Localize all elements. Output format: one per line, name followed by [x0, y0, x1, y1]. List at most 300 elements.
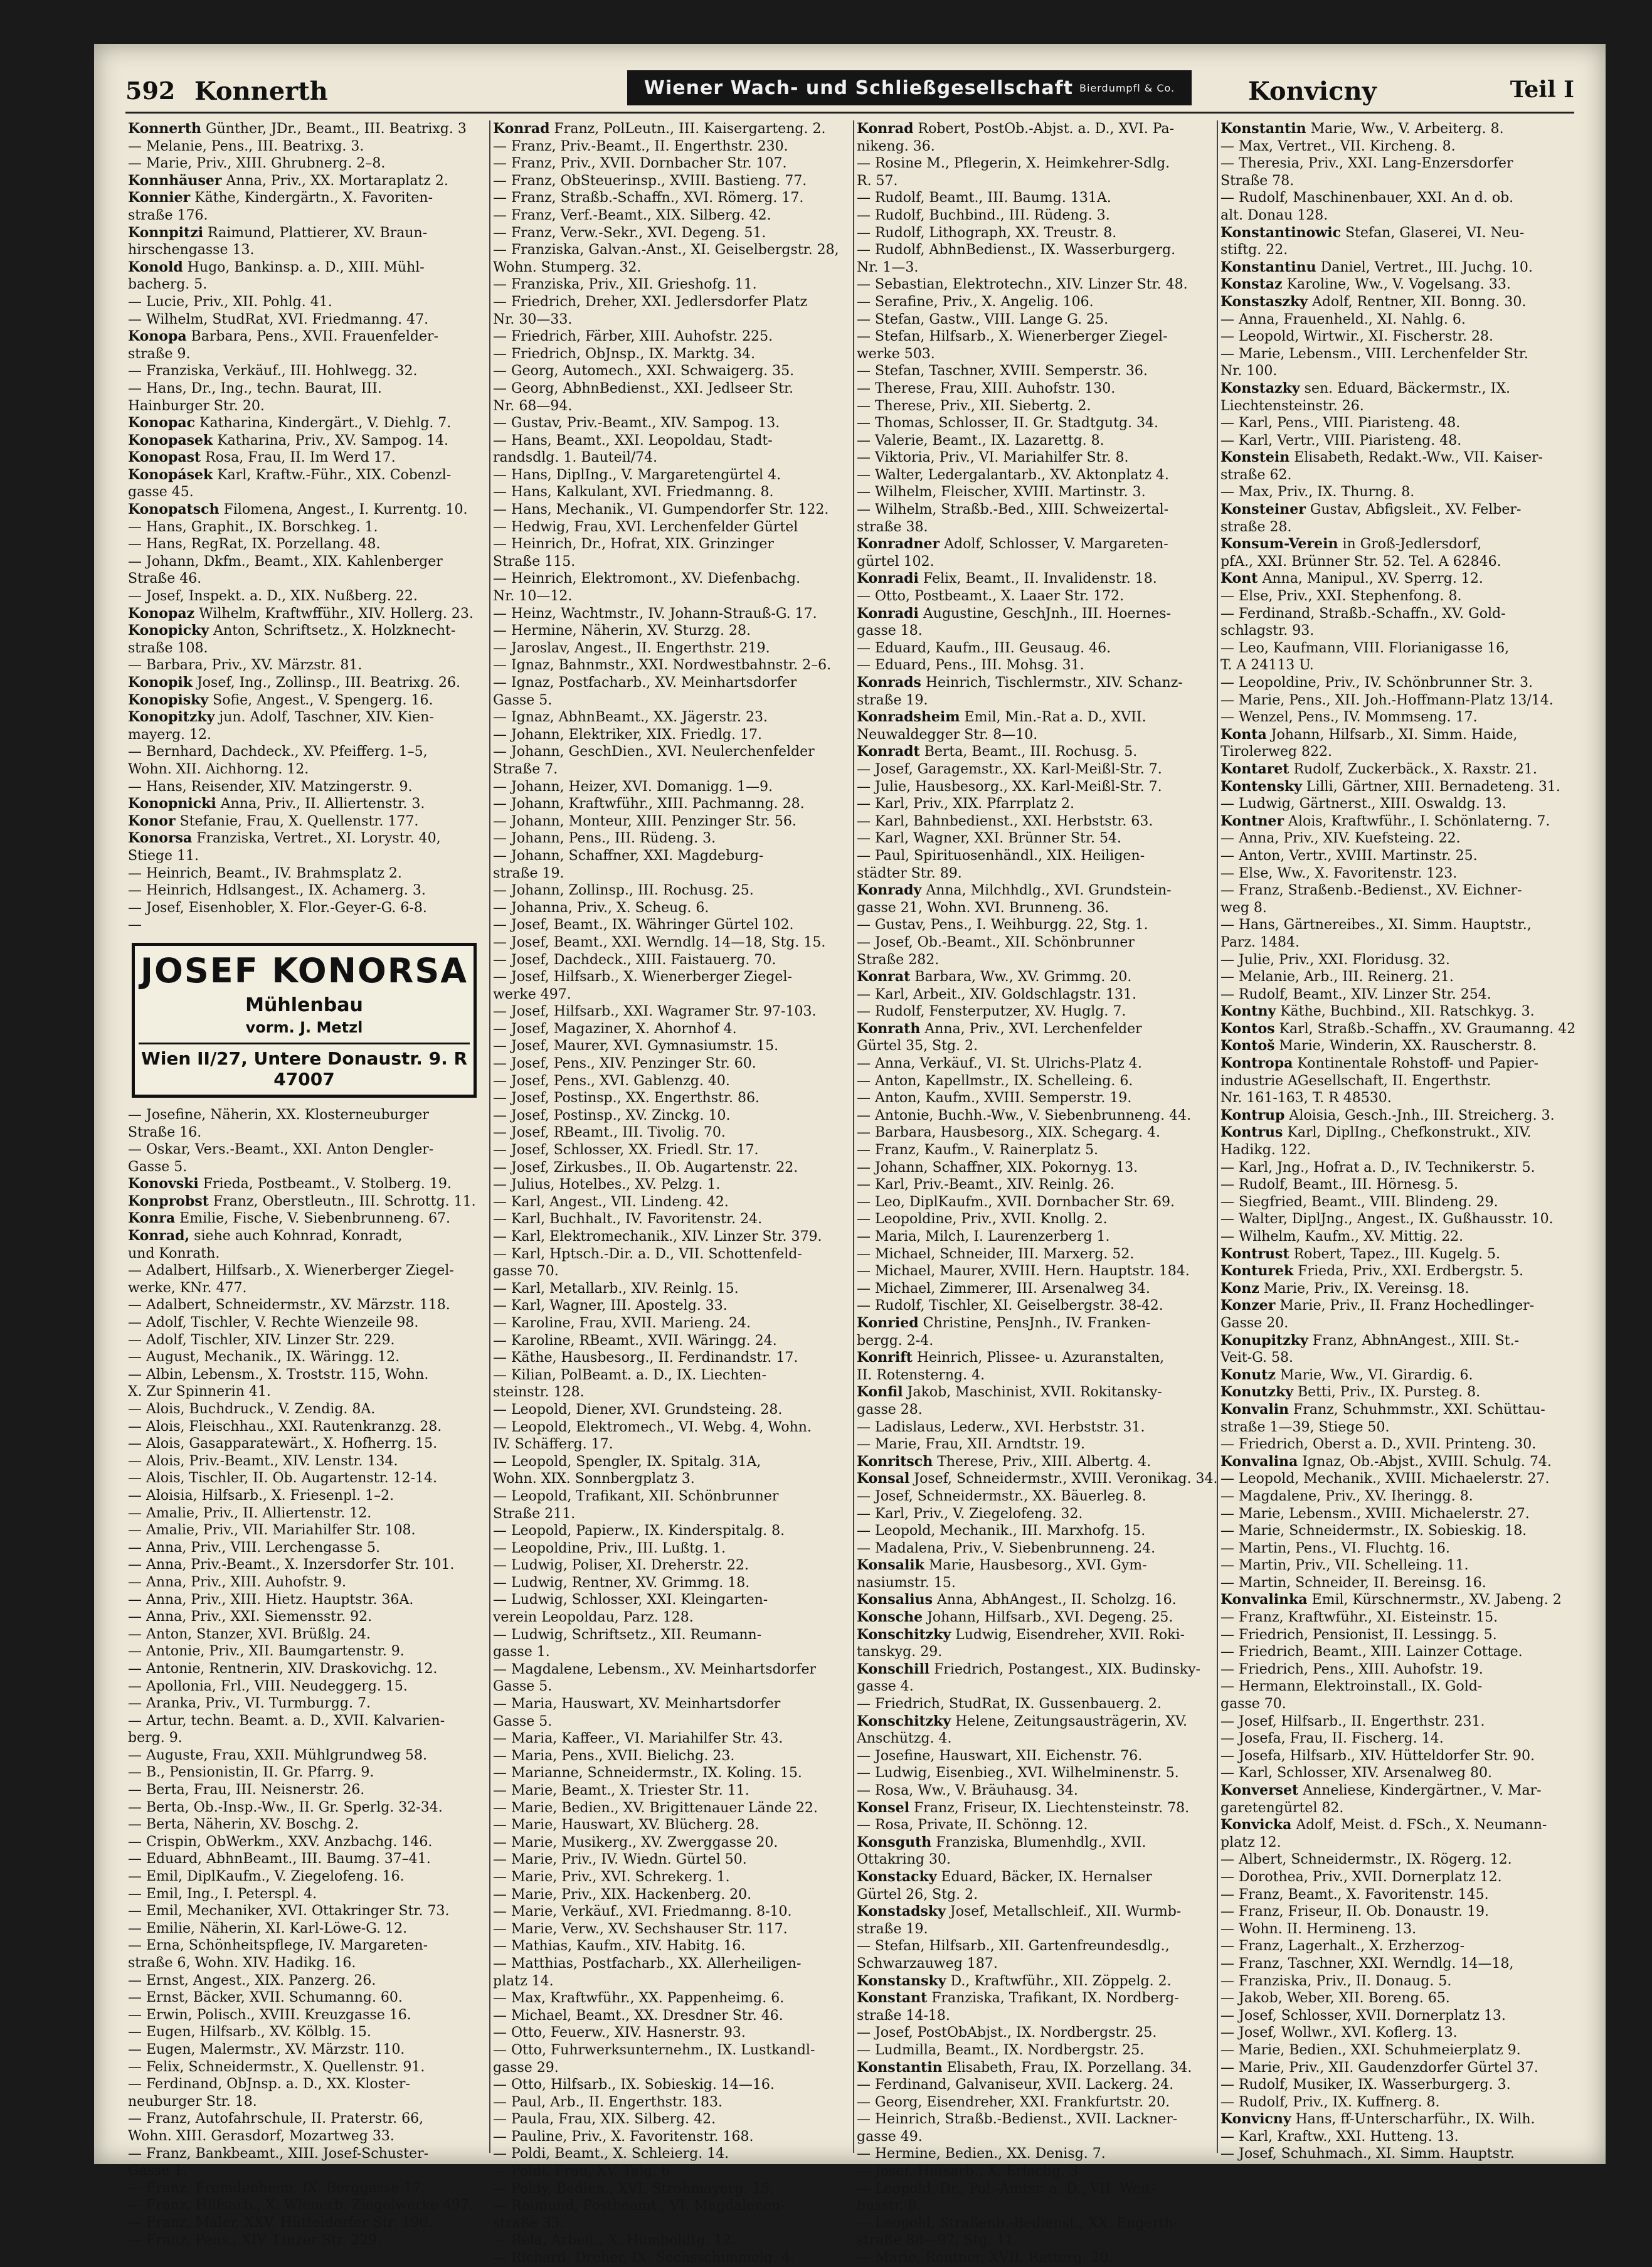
- directory-entry: — Josef, Pens., XVI. Gablenzg. 40.: [493, 1073, 730, 1089]
- directory-entry: Wohn. Stumperg. 32.: [493, 259, 642, 275]
- directory-entry: — Franziska, Priv., II. Donaug. 5.: [1220, 1973, 1452, 1989]
- directory-entry: Konopisky Sofie, Angest., V. Spengerg. 16.: [128, 691, 433, 708]
- directory-entry: R. 57.: [857, 173, 898, 189]
- directory-entry: Konstant Franziska, Trafikant, IX. Nordberg-: [857, 1990, 1179, 2007]
- directory-entry: Konschill Friedrich, Postangest., XIX. Budinsky-: [857, 1660, 1200, 1677]
- directory-entry: — Anna, Priv., XIV. Kuefsteing. 22.: [1220, 831, 1461, 847]
- directory-entry: — Franz, Kaufm., V. Rainerplatz 5.: [857, 1142, 1098, 1159]
- directory-entry: — Marie, Priv., XVI. Schrekerg. 1.: [493, 1869, 730, 1885]
- column-4: [1217, 120, 1576, 2162]
- directory-entry: hirschengasse 13.: [128, 242, 255, 258]
- directory-entry: — Wilhelm, StudRat, XVI. Friedmanng. 47.: [128, 311, 429, 327]
- directory-entry: — Franziska, Galvan.-Anst., XI. Geiselbergstr. 28,: [493, 242, 839, 258]
- directory-entry: — Josef, Zirkusbes., II. Ob. Augartenstr. 22.: [493, 1159, 798, 1176]
- directory-entry: Kontner Alois, Kraftwführ., I. Schönlaterng. 7.: [1220, 812, 1550, 829]
- directory-entry: — B., Pensionistin, II. Gr. Pfarrg. 9.: [128, 1765, 374, 1781]
- directory-entry: — Josef, Schlosser, XX. Friedl. Str. 17.: [493, 1142, 759, 1159]
- directory-entry: gasse 4.: [857, 1679, 914, 1695]
- directory-entry: — Heinrich, Beamt., IV. Brahmsplatz 2.: [128, 865, 402, 881]
- directory-entry: Konstaszky Adolf, Rentner, XII. Bonng. 30.: [1220, 293, 1527, 310]
- directory-entry: Konopac Katharina, Kindergärt., V. Diehlg. 7.: [128, 415, 452, 432]
- directory-entry: — Erna, Schönheitspflege, IV. Margareten-: [128, 1938, 428, 1954]
- directory-entry: Anschützg. 4.: [857, 1731, 952, 1747]
- directory-entry: — Rudolf, Maschinenbauer, XXI. An d. ob.: [1220, 190, 1514, 206]
- directory-entry: — Michael, Maurer, XVIII. Hern. Hauptstr. 184.: [857, 1263, 1190, 1280]
- directory-entry: — Heinrich, Dr., Hofrat, XIX. Grinzinger: [493, 536, 774, 553]
- directory-entry: — Stefan, Taschner, XVIII. Semperstr. 36.: [857, 363, 1148, 380]
- directory-entry: — Hans, RegRat, IX. Porzellang. 48.: [128, 536, 381, 553]
- directory-entry: — Karl, Metallarb., XIV. Reinlg. 15.: [493, 1280, 739, 1297]
- directory-entry: Konstantin Elisabeth, Frau, IX. Porzellang. 34.: [857, 2059, 1192, 2076]
- directory-entry: bacherg. 5.: [128, 277, 208, 293]
- directory-entry: — Matthias, Postfacharb., XX. Allerheiligen-: [493, 1955, 802, 1972]
- directory-entry: — Hans, Graphit., IX. Borschkeg. 1.: [128, 519, 378, 535]
- directory-entry: gasse 21, Wohn. XVI. Brunneng. 36.: [857, 900, 1109, 916]
- directory-entry: — Leo, DiplKaufm., XVII. Dornbacher Str. 69.: [857, 1194, 1175, 1210]
- directory-entry: — Magdalene, Priv., XV. Iheringg. 8.: [1220, 1488, 1473, 1504]
- directory-entry: — Josefa, Hilfsarb., XIV. Hütteldorfer Str. 90.: [1220, 1748, 1535, 1764]
- directory-entry: Ottakring 30.: [857, 1852, 951, 1868]
- directory-entry: — Karl, Hptsch.-Dir. a. D., VII. Schottenfeld-: [493, 1246, 802, 1262]
- directory-entry: — Anna, Priv., XIII. Auhofstr. 9.: [128, 1574, 347, 1590]
- directory-entry: Konopasek Katharina, Priv., XV. Sampog. 14.: [128, 432, 449, 449]
- directory-entry: — Albin, Lebensm., X. Troststr. 115, Wohn.: [128, 1366, 429, 1383]
- directory-entry: — Anton, Vertr., XVIII. Martinstr. 25.: [1220, 847, 1478, 864]
- directory-entry: pfA., XXI. Brünner Str. 52. Tel. A 62846.: [1220, 553, 1501, 570]
- directory-entry: — Therese, Frau, XIII. Auhofstr. 130.: [857, 380, 1116, 396]
- directory-entry: Konschitzky Helene, Zeitungsausträgerin, XV.: [857, 1712, 1188, 1729]
- directory-entry: — Maria, Pens., XVII. Bielichg. 23.: [493, 1748, 735, 1764]
- directory-entry: — Julie, Priv., XXI. Floridusg. 32.: [1220, 952, 1450, 968]
- directory-entry: — Heinrich, Hdlsangest., IX. Achamerg. 3.: [128, 883, 426, 899]
- directory-entry: — Leopoldine, Priv., IV. Schönbrunner Str. 3.: [1220, 675, 1533, 691]
- directory-entry: — Alois, Buchdruck., V. Zendig. 8A.: [128, 1401, 376, 1417]
- directory-entry: — Franz, Straßenb.-Bedienst., XV. Eichner-: [1220, 883, 1522, 899]
- directory-entry: — Rosine M., Pflegerin, X. Heimkehrer-Sdlg.: [857, 156, 1170, 172]
- directory-entry: — Ludwig, Schlosser, XXI. Kleingarten-: [493, 1592, 768, 1608]
- directory-entry: — Martin, Pens., VI. Fluchtg. 16.: [1220, 1540, 1450, 1556]
- directory-entry: — Marie, Schneidermstr., IX. Sobieskig. 18.: [1220, 1523, 1527, 1539]
- directory-entry: industrie AGesellschaft, II. Engerthstr.: [1220, 1073, 1491, 1089]
- directory-entry: — Raimund, Postbeamt., VI. Magdalenen-: [493, 2198, 786, 2214]
- directory-entry: — Walter, Ledergalantarb., XV. Aktonplatz 4.: [857, 467, 1169, 483]
- directory-entry: Konold Hugo, Bankinsp. a. D., XIII. Mühl-: [128, 258, 425, 275]
- directory-entry: — Wohn. II. Hermineng. 13.: [1220, 1921, 1417, 1937]
- directory-entry: — Ferdinand, Straßb.-Schaffn., XV. Gold-: [1220, 605, 1506, 622]
- directory-entry: mayerg. 12.: [128, 726, 211, 743]
- directory-entry: — Heinrich, Straßb.-Bedienst., XVII. Lackner-: [857, 2111, 1178, 2128]
- directory-entry: — Anna, Priv., VIII. Lerchengasse 5.: [128, 1539, 381, 1556]
- directory-entry: — Dorothea, Priv., XVII. Dornerplatz 12.: [1220, 1869, 1502, 1885]
- banner-main-text: Wiener Wach- und Schließgesellschaft: [643, 77, 1073, 99]
- directory-entry: Konrad Robert, PostOb.-Abjst. a. D., XVI. Pa-: [857, 120, 1175, 137]
- directory-entry: — Ignaz, Postfacharb., XV. Meinhartsdorfer: [493, 675, 797, 691]
- directory-entry: Kontoš Marie, Winderin, XX. Rauscherstr. 8.: [1220, 1038, 1537, 1054]
- directory-entry: — Siegfried, Beamt., VIII. Blindeng. 29.: [1220, 1194, 1498, 1210]
- ad-address: Wien II/27, Untere Donaustr. 9. R 47007: [139, 1043, 470, 1090]
- directory-entry: Gasse 5.: [493, 1679, 553, 1695]
- directory-entry: — Wilhelm, Kaufm., XV. Mittig. 22.: [1220, 1229, 1464, 1245]
- directory-entry: Konrath Anna, Priv., XVI. Lerchenfelder: [857, 1020, 1142, 1037]
- directory-entry: — Viktoria, Priv., VI. Mariahilfer Str. 8.: [857, 450, 1129, 466]
- ad-formerly: vorm. J. Metzl: [245, 1018, 363, 1036]
- directory-entry: — Barbara, Hausbesorg., XIX. Schegarg. 4.: [857, 1125, 1160, 1141]
- directory-entry: — Marie, Frau, XII. Arndtstr. 19.: [857, 1436, 1085, 1453]
- directory-entry: — Martin, Priv., VII. Schelleing. 11.: [1220, 1558, 1469, 1574]
- directory-entry: — Leopoldine, Priv., XVII. Knollg. 2.: [857, 1211, 1108, 1228]
- directory-entry: Konrat Barbara, Ww., XV. Grimmg. 20.: [857, 969, 1132, 985]
- directory-entry: Konupitzky Franz, AbhnAngest., XIII. St.-: [1220, 1332, 1520, 1349]
- directory-entry: Konnier Käthe, Kindergärtn., X. Favoriten-: [128, 189, 433, 206]
- directory-entry: — Hans, Dr., Ing., techn. Baurat, III.: [128, 380, 382, 396]
- directory-entry: Konopicky Anton, Schriftsetz., X. Holzknecht-: [128, 622, 456, 639]
- directory-entry: — Wilhelm, Straßb.-Bed., XIII. Schweizertal-: [857, 502, 1169, 518]
- directory-entry: — Marie, Beamt., X. Triester Str. 11.: [493, 1783, 749, 1798]
- directory-entry: Kontny Käthe, Buchbind., XII. Ratschkyg. 3.: [1220, 1003, 1535, 1020]
- ad-company-name: JOSEF KONORSA: [140, 950, 469, 990]
- directory-entry: — Emilie, Näherin, XI. Karl-Löwe-G. 12.: [128, 1920, 408, 1936]
- directory-entry: — Anna, Verkäuf., VI. St. Ulrichs-Platz 4.: [857, 1056, 1142, 1072]
- directory-entry: — Eduard, AbhnBeamt., III. Baumg. 37–41.: [128, 1851, 431, 1867]
- directory-entry: — August, Mechanik., IX. Wäringg. 12.: [128, 1349, 400, 1366]
- directory-entry: — Rudolf, Priv., IX. Kuffnerg. 8.: [1220, 2094, 1440, 2110]
- directory-entry: — Josef, Ob.-Beamt., XII. Schönbrunner: [857, 934, 1135, 950]
- directory-entry: — Josef, Postinsp., XX. Engerthstr. 86.: [493, 1090, 760, 1107]
- directory-entry: Konstacky Eduard, Bäcker, IX. Hernalser: [857, 1868, 1152, 1885]
- directory-entry: IV. Schäfferg. 17.: [493, 1436, 613, 1453]
- directory-entry: — Antonie, Rentnerin, XIV. Draskovichg. 12.: [128, 1660, 438, 1677]
- directory-entry: verein Leopoldau, Parz. 128.: [493, 1610, 694, 1626]
- directory-entry: — Walter, DiplJng., Angest., IX. Gußhausstr. 10.: [1220, 1211, 1554, 1228]
- directory-entry: — Hedwig, Frau, XVI. Lerchenfelder Gürtel: [493, 519, 798, 535]
- directory-entry: — Ignaz, Bahnmstr., XXI. Nordwestbahnstr. 2–6.: [493, 657, 832, 674]
- directory-entry: straße 62.: [1220, 467, 1292, 483]
- banner-small-text: Bierdumpfl & Co.: [1079, 82, 1175, 94]
- page-header: [125, 68, 1574, 114]
- directory-entry: — Antonie, Buchh.-Ww., V. Siebenbrunneng. 44.: [857, 1107, 1192, 1123]
- directory-entry: — Marie, Bedien., XV. Brigittenauer Lände 22.: [493, 1800, 818, 1816]
- directory-entry: — Jakob, Weber, XII. Boreng. 65.: [1220, 1990, 1450, 2007]
- directory-entry: straße 19.: [493, 865, 564, 881]
- directory-entry: Kontrust Robert, Tapez., III. Kugelg. 5.: [1220, 1245, 1500, 1262]
- directory-entry: Neuwaldegger Str. 8—10.: [857, 726, 1038, 743]
- directory-entry: — Emil, Mechaniker, XVI. Ottakringer Str. 73.: [128, 1903, 450, 1919]
- directory-entry: Parz. 1484.: [1220, 934, 1300, 950]
- directory-entry: — Georg, Eisendreher, XXI. Frankfurtstr. 20.: [857, 2094, 1170, 2110]
- directory-entry: — Artur, techn. Beamt. a. D., XVII. Kalvarien-: [128, 1712, 445, 1729]
- directory-entry: Konritsch Therese, Priv., XIII. Albertg. 4.: [857, 1453, 1152, 1470]
- directory-entry: — Albert, Schneidermstr., IX. Rögerg. 12.: [1220, 1852, 1512, 1868]
- directory-entry: — Karl, Vertr., VIII. Piaristeng. 48.: [1220, 432, 1462, 449]
- directory-entry: Konra Emilie, Fische, V. Siebenbrunneng. 67.: [128, 1210, 451, 1227]
- left-running-head: Konnerth: [194, 77, 328, 106]
- column-1: [125, 120, 483, 2248]
- directory-entry: — Johann, Monteur, XIII. Penzinger Str. 56.: [493, 813, 797, 829]
- directory-entry: — Karl, Pens., VIII. Piaristeng. 48.: [1220, 415, 1461, 432]
- directory-entry: — Josef, Magaziner, X. Ahornhof 4.: [493, 1021, 737, 1037]
- directory-entry: Konutzky Betti, Priv., IX. Pursteg. 8.: [1220, 1384, 1481, 1401]
- directory-entry: Konopatsch Filomena, Angest., I. Kurrentg. 10.: [128, 501, 468, 518]
- directory-entry: — Josef, Hilfsarb., XXI. Wagramer Str. 97-103.: [493, 1004, 817, 1020]
- directory-entry: — Friedrich, StudRat, IX. Gussenbauerg. 2.: [857, 1696, 1162, 1712]
- directory-entry: gasse 45.: [128, 484, 194, 501]
- directory-entry: — Otto, Postbeamt., X. Laaer Str. 172.: [857, 588, 1125, 605]
- directory-entry: Nr. 10—12.: [493, 588, 573, 605]
- directory-entry: — Jaroslav, Angest., II. Engerthstr. 219.: [493, 640, 770, 656]
- directory-entry: — Adolf, Tischler, XIV. Linzer Str. 229.: [128, 1332, 395, 1348]
- directory-entry: — Johann, Schaffner, XIX. Pokornyg. 13.: [857, 1159, 1138, 1176]
- directory-entry: Wohn. XII. Aichhorng. 12.: [128, 761, 309, 777]
- directory-entry: platz 14.: [493, 1973, 554, 1989]
- directory-entry: Gasse 1.: [128, 2163, 188, 2179]
- directory-entry: — Hermine, Bedien., XX. Denisg. 7.: [857, 2146, 1106, 2162]
- directory-entry: — Franz, Verw.-Sekr., XVI. Degeng. 51.: [493, 225, 766, 241]
- directory-entry: — Franz, ObSteuerinsp., XVIII. Bastieng. 77.: [493, 173, 807, 189]
- directory-entry: — Hans, DiplIng., V. Margaretengürtel 4.: [493, 467, 781, 483]
- directory-entry: Konstantin Marie, Ww., V. Arbeiterg. 8.: [1220, 120, 1504, 137]
- directory-entry: — Franz, Straßb.-Schaffn., XVI. Römerg. 17.: [493, 190, 804, 206]
- directory-entry: Kontos Karl, Straßb.-Schaffn., XV. Graumanng. 42: [1220, 1020, 1576, 1037]
- directory-entry: — Karoline, Frau, XVII. Marieng. 24.: [493, 1315, 751, 1331]
- directory-entry: Gasse 5.: [493, 692, 553, 708]
- directory-entry: — Rela, Arbeit., X. Humboldtg. 12.: [493, 2232, 736, 2249]
- directory-entry: — Josefa, Frau, II. Fischerg. 14.: [1220, 1731, 1444, 1747]
- directory-entry: Nr. 161-163, T. R 48530.: [1220, 1090, 1392, 1107]
- directory-entry: — Leopold, Mechanik., III. Marxhofg. 15.: [857, 1523, 1146, 1539]
- directory-entry: straße 38.: [857, 519, 928, 535]
- directory-entry: — Marie, Lebensm., XVIII. Michaelerstr. 27.: [1220, 1505, 1530, 1522]
- directory-entry: — Franz, Taschner, XXI. Werndlg. 14—18,: [1220, 1955, 1514, 1972]
- directory-entry: straße 28.: [1220, 519, 1292, 535]
- right-running-head: Konvicny: [1248, 77, 1377, 106]
- directory-entry: — Johann, Heizer, XVI. Domanigg. 1—9.: [493, 778, 773, 795]
- directory-entry: Gasse 5.: [128, 1159, 188, 1175]
- directory-entry: — Hermine, Näherin, XV. Sturzg. 28.: [493, 623, 751, 639]
- directory-entry: — Poldi, Beamt., X. Schleierg. 14.: [493, 2146, 729, 2162]
- directory-entry: — Hans, Mechanik., VI. Gumpendorfer Str. 122.: [493, 502, 829, 518]
- directory-entry: Konstaz Karoline, Ww., V. Vogelsang. 33.: [1220, 276, 1511, 293]
- directory-entry: II. Rotensterng. 4.: [857, 1367, 985, 1383]
- directory-entry: — Josef, Beamt., XXI. Werndlg. 14—18, Stg. 15.: [493, 934, 826, 950]
- directory-entry: straße 108.: [128, 640, 208, 656]
- directory-entry: Konnhäuser Anna, Priv., XX. Mortaraplatz 2.: [128, 172, 448, 189]
- directory-entry: — Wilhelm, Fleischer, XVIII. Martinstr. 3.: [857, 484, 1146, 501]
- directory-entry: Konopnicki Anna, Priv., II. Alliertenstr. 3.: [128, 795, 425, 812]
- directory-entry: Tirolerweg 822.: [1220, 744, 1332, 760]
- directory-entry: — Else, Priv., XXI. Stephenfong. 8.: [1220, 588, 1462, 605]
- directory-entry: straße 9.: [128, 346, 191, 362]
- directory-entry: straße 19.: [857, 1921, 928, 1937]
- directory-entry: garetengürtel 82.: [1220, 1800, 1344, 1816]
- directory-entry: Konopitzky jun. Adolf, Taschner, XIV. Kien-: [128, 709, 434, 726]
- directory-entry: — Friedrich, Dreher, XXI. Jedlersdorfer Platz: [493, 294, 808, 310]
- directory-entry: — Friedrich, Oberst a. D., XVII. Printeng. 30.: [1220, 1436, 1537, 1453]
- directory-entry: berg. 9.: [128, 1730, 183, 1746]
- directory-entry: — Hans, Kalkulant, XVI. Friedmanng. 8.: [493, 484, 774, 501]
- directory-entry: — Rosa, Private, II. Schönng. 12.: [857, 1817, 1088, 1834]
- directory-entry: — Franziska, Priv., XII. Grieshofg. 11.: [493, 277, 757, 293]
- directory-entry: — Madalena, Priv., V. Siebenbrunneng. 24.: [857, 1540, 1156, 1556]
- directory-entry: — Friedrich, Beamt., XIII. Lainzer Cottage.: [1220, 1644, 1523, 1660]
- directory-entry: Straße 78.: [1220, 173, 1295, 189]
- directory-entry: Konsalius Anna, AbhAngest., II. Scholzg. 16.: [857, 1591, 1177, 1608]
- directory-columns: [125, 120, 1576, 2266]
- directory-entry: — Rudolf, Lithograph, XX. Treustr. 8.: [857, 225, 1117, 241]
- directory-entry: nasiumstr. 15.: [857, 1574, 956, 1591]
- directory-entry: — Ludmilla, Beamt., IX. Nordbergstr. 25.: [857, 2042, 1145, 2058]
- directory-entry: Konzer Marie, Priv., II. Franz Hochedlinger-: [1220, 1297, 1535, 1314]
- directory-entry: Veit-G. 58.: [1220, 1350, 1293, 1366]
- directory-entry: — Hans, Reisender, XIV. Matzingerstr. 9.: [128, 778, 413, 795]
- directory-entry: — Franz, Autofahrschule, II. Praterstr. 66,: [128, 2111, 424, 2127]
- directory-entry: Kontrus Karl, DiplIng., Chefkonstrukt., XIV.: [1220, 1124, 1532, 1141]
- directory-entry: — Ludwig, Gärtnerst., XIII. Oswaldg. 13.: [1220, 796, 1506, 812]
- directory-entry: — Johann, Dkfm., Beamt., XIX. Kahlenberger: [128, 553, 443, 570]
- directory-entry: — Bernhard, Dachdeck., XV. Pfeifferg. 1–5,: [128, 744, 428, 760]
- directory-entry: — Richard, Dreher, IX. Sechsschimmelg. 4.: [493, 2250, 795, 2266]
- directory-entry: Straße 282.: [857, 952, 940, 968]
- directory-entry: Konturek Frieda, Priv., XXI. Erdbergstr. 5.: [1220, 1263, 1524, 1280]
- directory-entry: Konradi Augustine, GeschJnh., III. Hoernes-: [857, 605, 1171, 622]
- directory-entry: — Amalie, Priv., VII. Mariahilfer Str. 108.: [128, 1522, 416, 1539]
- directory-entry: — Rudolf, AbhnBedienst., IX. Wasserburgerg.: [857, 242, 1176, 258]
- directory-entry: — Melanie, Pens., III. Beatrixg. 3.: [128, 138, 364, 154]
- directory-entry: X. Zur Spinnerin 41.: [128, 1384, 271, 1400]
- directory-entry: — Paula, Frau, XIX. Silberg. 42.: [493, 2111, 716, 2128]
- directory-entry: — Otto, Hilfsarb., IX. Sobieskig. 14—16.: [493, 2077, 775, 2093]
- directory-entry: — Franz, Beamt., X. Favoritenstr. 145.: [1220, 1886, 1489, 1903]
- directory-entry: — Otto, Feuerw., XIV. Hasnerstr. 93.: [493, 2025, 746, 2041]
- part-label: Teil I: [1510, 77, 1574, 103]
- directory-entry: — Marie, Hauswart, XV. Blücherg. 28.: [493, 1817, 760, 1834]
- directory-entry: Konrad, siehe auch Kohnrad, Konradt,: [128, 1228, 403, 1245]
- directory-entry: — Josefine, Hauswart, XII. Eichenstr. 76.: [857, 1748, 1143, 1764]
- directory-entry: Konstazky sen. Eduard, Bäckermstr., IX.: [1220, 380, 1511, 396]
- directory-entry: tanskyg. 29.: [857, 1644, 943, 1660]
- directory-entry: — Crispin, ObWerkm., XXV. Anzbachg. 146.: [128, 1834, 433, 1850]
- directory-entry: — Josef, Hilfsarb., II. Engerthstr. 231.: [1220, 1713, 1485, 1729]
- directory-entry: — Apollonia, Frl., VIII. Neudeggerg. 15.: [128, 1678, 408, 1694]
- directory-entry: — Josef, Garagemstr., XX. Karl-Meißl-Str. 7.: [857, 761, 1162, 777]
- directory-entry: — Leopold, Trafikant, XII. Schönbrunner: [493, 1488, 779, 1504]
- directory-entry: — Leopold, Spengler, IX. Spitalg. 31A,: [493, 1453, 761, 1470]
- directory-entry: — Max, Kraftwführ., XX. Pappenheimg. 6.: [493, 1990, 785, 2007]
- directory-entry: — Alois, Tischler, II. Ob. Augartenstr. 12-14.: [128, 1470, 438, 1487]
- directory-entry: — Berta, Frau, III. Neisnerstr. 26.: [128, 1782, 365, 1798]
- directory-entry: — Michael, Beamt., XX. Dresdner Str. 46.: [493, 2007, 783, 2024]
- directory-entry: — Georg, Automech., XXI. Schwaigerg. 35.: [493, 363, 795, 380]
- advert-banner: [627, 70, 1192, 105]
- directory-entry: — Julie, Hausbesorg., XX. Karl-Meißl-Str. 7.: [857, 778, 1162, 795]
- directory-entry: — Anton, Stanzer, XVI. Brüßlg. 24.: [128, 1626, 371, 1642]
- directory-entry: — Franz, Fremdenheim, IX. Berggasse 17.: [128, 2180, 426, 2196]
- directory-entry: Konutz Marie, Ww., VI. Girardig. 6.: [1220, 1366, 1473, 1383]
- directory-entry: — Franz, Priv., XVII. Dornbacher Str. 107.: [493, 156, 787, 172]
- directory-entry: — Oskar, Vers.-Beamt., XXI. Anton Dengler-: [128, 1142, 434, 1158]
- directory-entry: Konried Christine, PensJnh., IV. Franken-: [857, 1314, 1151, 1331]
- directory-entry: gasse 1.: [493, 1644, 550, 1660]
- directory-entry: Konopásek Karl, Kraftw.-Führ., XIX. Cobenzl-: [128, 466, 452, 483]
- directory-entry: alt. Donau 128.: [1220, 207, 1328, 223]
- directory-entry: Konradner Adolf, Schlosser, V. Margareten-: [857, 536, 1168, 553]
- directory-entry: straße 33.: [493, 2215, 564, 2231]
- directory-entry: — Marie, Lebensm., VIII. Lerchenfelder Str.: [1220, 346, 1528, 362]
- directory-entry: — Rudolf, Tischler, XI. Geiselbergstr. 38-42.: [857, 1298, 1163, 1314]
- directory-entry: — Rudolf, Buchbind., III. Rüdeng. 3.: [857, 207, 1110, 223]
- directory-entry: straße 1—39, Stiege 50.: [1220, 1419, 1390, 1435]
- directory-entry: — Karoline, RBeamt., XVII. Wäringg. 24.: [493, 1332, 777, 1349]
- directory-entry: — Marie, Musikerg., XV. Zwerggasse 20.: [493, 1834, 778, 1850]
- directory-entry: Konrads Heinrich, Tischlermstr., XIV. Schanz-: [857, 674, 1183, 691]
- directory-entry: — Josef, Dachdeck., XIII. Faistauerg. 70.: [493, 952, 776, 968]
- directory-entry: Wohn. XIII. Gerasdorf, Mozartweg 33.: [128, 2128, 394, 2144]
- directory-entry: busstr. 8.: [857, 2198, 921, 2214]
- directory-entry: Konopaz Wilhelm, Kraftwfführ., XIV. Hollerg. 23.: [128, 605, 474, 622]
- directory-entry: — Heinrich, Elektromont., XV. Diefenbachg.: [493, 571, 801, 587]
- directory-entry: — Martin, Schneider, II. Bereinsg. 16.: [1220, 1574, 1486, 1591]
- directory-entry: — Adalbert, Schneidermstr., XV. Märzstr. 118.: [128, 1297, 450, 1314]
- directory-entry: — Franz, Pens., XIV. Linzer Str. 229.: [128, 2232, 382, 2248]
- directory-entry: — Hans, Gärtnereibes., XI. Simm. Hauptstr.,: [1220, 917, 1532, 933]
- directory-entry: —: [128, 917, 142, 933]
- directory-entry: — Franz, Hilfsarb., X. Wienerb. Ziegelwerke 497.: [128, 2197, 474, 2214]
- directory-entry: — Theresia, Priv., XXI. Lang-Enzersdorfer: [1220, 156, 1513, 172]
- directory-entry: — Marie, Rentner, XVII. Ratterg. 20.: [857, 2250, 1113, 2266]
- directory-entry: — Franz, Bankbeamt., XIII. Josef-Schuster-: [128, 2145, 429, 2162]
- directory-entry: — Josef, Beamt., IX. Währinger Gürtel 102.: [493, 917, 794, 933]
- directory-entry: — Johann, GeschDien., XVI. Neulerchenfelder: [493, 744, 815, 760]
- directory-entry: — Barbara, Priv., XV. Märzstr. 81.: [128, 657, 363, 674]
- directory-entry: — Rudolf, Fensterputzer, XV. Huglg. 7.: [857, 1004, 1126, 1020]
- directory-entry: — Franz, Priv.-Beamt., II. Engerthstr. 230.: [493, 138, 788, 154]
- directory-entry: straße 88—97, Stg. 11.: [857, 2232, 1019, 2249]
- directory-entry: Konstantinu Daniel, Vertret., III. Juchg. 10.: [1220, 258, 1533, 275]
- directory-entry: — Friedrich, Färber, XIII. Auhofstr. 225.: [493, 329, 773, 345]
- directory-entry: — Sebastian, Elektrotechn., XIV. Linzer Str. 48.: [857, 277, 1188, 293]
- directory-entry: — Josef, Inspekt. a. D., XIX. Nußberg. 22.: [128, 588, 418, 605]
- directory-entry: — Alois, Fleischhau., XXI. Rautenkranzg. 28.: [128, 1418, 442, 1435]
- directory-entry: gasse 70.: [1220, 1696, 1286, 1712]
- directory-entry: Konopik Josef, Ing., Zollinsp., III. Beatrixg. 26.: [128, 674, 460, 691]
- directory-entry: Konor Stefanie, Frau, X. Quellenstr. 177.: [128, 812, 419, 829]
- directory-entry: — Leopoldine, Priv., III. Lußtg. 1.: [493, 1540, 726, 1556]
- directory-entry: Gasse 5.: [493, 1713, 553, 1729]
- directory-entry: — Rosa, Ww., V. Bräuhausg. 34.: [857, 1783, 1078, 1798]
- directory-entry: Nr. 30—33.: [493, 311, 573, 327]
- directory-entry: Gürtel 35, Stg. 2.: [857, 1038, 978, 1054]
- column-3: [853, 120, 1218, 2266]
- directory-entry: neuburger Str. 18.: [128, 2093, 257, 2110]
- directory-entry: Konvalinka Emil, Kürschnermstr., XV. Jabeng. 2: [1220, 1591, 1562, 1608]
- directory-entry: — Mathias, Kaufm., XIV. Habitg. 16.: [493, 1938, 746, 1955]
- directory-entry: — Eugen, Hilfsarb., XV. Kölblg. 15.: [128, 2024, 371, 2041]
- directory-entry: — Magdalene, Lebensm., XV. Meinhartsdorfer: [493, 1661, 817, 1677]
- directory-entry: straße 6, Wohn. XIV. Hadikg. 16.: [128, 1955, 356, 1971]
- directory-entry: — Maria, Milch, I. Laurenzerberg 1.: [857, 1229, 1110, 1245]
- directory-entry: — Marie, Priv., XIX. Hackenberg. 20.: [493, 1886, 752, 1903]
- directory-entry: — Berta, Ob.-Insp.-Ww., II. Gr. Sperlg. 32-34.: [128, 1799, 443, 1815]
- directory-entry: werke 503.: [857, 346, 935, 362]
- directory-entry: — Ludwig, Eisenbieg., XVI. Wilhelminenstr. 5.: [857, 1765, 1179, 1781]
- directory-entry: gürtel 102.: [857, 553, 935, 570]
- directory-entry: T. A 24113 U.: [1220, 657, 1314, 674]
- directory-entry: — Wenzel, Pens., IV. Mommseng. 17.: [1220, 709, 1478, 726]
- directory-entry: — Eduard, Pens., III. Mohsg. 31.: [857, 657, 1084, 674]
- directory-entry: — Maria, Kaffeer., VI. Mariahilfer Str. 43.: [493, 1731, 783, 1747]
- directory-entry: — Friedrich, ObJnsp., IX. Marktg. 34.: [493, 346, 756, 362]
- directory-entry: Kontropa Kontinentale Rohstoff- und Papier-: [1220, 1055, 1538, 1072]
- directory-entry: — Julius, Hotelbes., XV. Pelzg. 1.: [493, 1177, 721, 1193]
